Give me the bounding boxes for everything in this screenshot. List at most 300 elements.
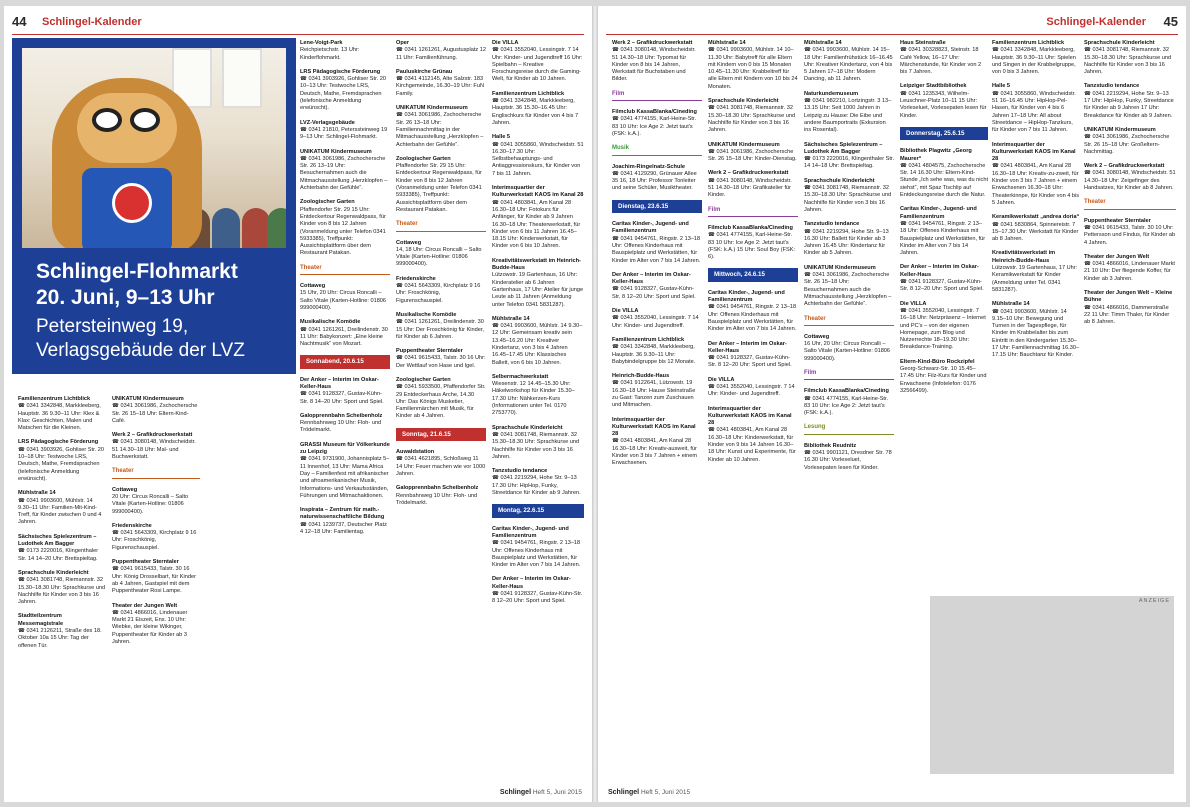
event-venue: Werk 2 – Grafikdruckwerkstatt xyxy=(112,432,193,439)
event-details: ☎ 0341 3080148, Windscheidstr. 51 14.30–18 Uhr: Zeigefinger des Handsatzes, für Kinder ab 8 Jahren. xyxy=(1084,170,1176,192)
event-venue: Mühlstraße 14 xyxy=(992,301,1030,308)
event-venue: Die VILLA xyxy=(708,376,735,383)
event-entry xyxy=(992,142,1080,208)
event-venue: Tanzstudio tendance xyxy=(804,221,860,228)
event-details: ☎ 0341 1239737, Deutscher Platz 4 12–18 Uhr: Familientag. xyxy=(300,521,387,536)
event-details: Wiesenstr. 12 14.45–15.30 Uhr: Häkelworkshop für Kinder 15.30–17.30 Uhr: Nähkerzen-Kurs (Informationen unter Tel. 0170 2753770). xyxy=(492,381,575,417)
event-entry xyxy=(300,413,390,435)
event-entry xyxy=(708,341,798,370)
category-heading: Film xyxy=(612,91,702,101)
event-venue: Sprachschule Kinderleicht xyxy=(1084,40,1155,46)
event-entry xyxy=(396,485,486,507)
event-venue: Familienzentrum Lichtblick xyxy=(492,90,565,97)
event-entry xyxy=(1084,290,1176,326)
event-entry xyxy=(492,526,584,570)
event-entry xyxy=(112,603,200,647)
event-venue: Interimsquartier der Kulturwerkstatt KAOS im Kanal 28 xyxy=(992,141,1076,163)
event-venue: Interimsquartier der Kulturwerkstatt KAOS im Kanal 28 xyxy=(612,416,696,438)
footer-issue: Heft 5, Juni 2015 xyxy=(532,789,582,796)
event-entry xyxy=(612,308,702,330)
event-venue: Kreativitätswerkstatt im Heinrich-Budde-Haus xyxy=(492,257,581,272)
event-details: ☎ 0341 3061986, Zschochersche Str. 26 13–18 Uhr: Familiennachmittag in der Mitmachausstellung „Herzklopfen – Achterbahn der Gefühle“. xyxy=(396,112,484,148)
event-entry xyxy=(492,185,584,251)
event-entry xyxy=(300,377,390,406)
event-details: ☎ 0341 30328823, Steinstr. 18 Café Yellow, 16–17 Uhr: Märchenstunde, für Kinder von 2 bis 7 Jahren. xyxy=(900,47,982,76)
category-heading: Musik xyxy=(612,145,702,155)
event-entry xyxy=(18,490,106,526)
event-details: ☎ 0341 1261261, Dreilindenstr. 30 11 Uhr: Babykonzert: „Eine kleine Nachtmusik“ von Mozart. xyxy=(300,326,388,348)
event-venue: Familienzentrum Lichtblick xyxy=(612,336,685,343)
event-entry xyxy=(804,221,894,257)
event-details: ☎ 0341 4621895, Schloßweg 11 14 Uhr: Feuer machen wie vor 1000 Jahren. xyxy=(396,456,486,477)
event-details: ☎ 0341 5643309, Kirchplatz 9 16 Uhr: Froschkönig, Figurenschauspiel. xyxy=(396,283,481,304)
event-entry xyxy=(804,142,894,171)
event-details: 15 Uhr, 20 Uhr: Circus Roncalli – Salto Vitale (Karten-Hotline: 01806 999000400). xyxy=(300,290,387,311)
event-entry xyxy=(900,264,988,293)
advert-address: Petersteinweg 19, xyxy=(36,316,189,337)
event-details: ☎ 0341 4112145, Alte Salzstr. 183 Kirchgemeinde, 16.30–19 Uhr: FuN Family. xyxy=(396,76,484,97)
advert-headline: Schlingel-Flohmarkt xyxy=(36,260,238,283)
event-venue: Zoologischer Garten xyxy=(396,155,451,162)
event-venue: Die VILLA xyxy=(612,308,639,315)
header-rule xyxy=(606,34,1178,35)
event-venue: Lene-Voigt-Park xyxy=(300,40,343,46)
event-details: ☎ 0341 9454761, Ringstr. 2 13–18 Uhr: Offenes Kinderhaus mit Bauspielplatz und Werkstätten, für Kinder im Alter von 7 bis 14 Jahren. xyxy=(612,235,701,264)
event-entry xyxy=(492,134,584,178)
event-entry xyxy=(708,225,798,261)
event-entry xyxy=(112,487,200,516)
event-entry xyxy=(1084,40,1176,76)
event-venue: Zoologischer Garten xyxy=(300,199,355,206)
advert-venue: Verlagsgebäude der LVZ xyxy=(36,340,245,361)
event-entry xyxy=(112,432,200,461)
page-number: 45 xyxy=(1163,14,1178,29)
event-entry xyxy=(300,69,390,113)
event-details: ☎ 0341 9128327, Gustav-Kühn-Str. 8 14–20 Uhr: Sport und Spiel. xyxy=(300,391,384,405)
event-entry xyxy=(396,156,486,214)
event-venue: Keramikwerkstatt „andrea doria“ xyxy=(992,214,1080,221)
event-venue: Der Anker – Interim im Oskar-Keller-Haus xyxy=(300,376,379,390)
event-entry xyxy=(396,348,486,370)
event-venue: Sächsisches Spielezentrum – Ludothek Am Bagger xyxy=(804,141,883,155)
event-details: ☎ 0341 1261261, Augustusplatz 12 11 Uhr: Familienführung. xyxy=(396,47,486,61)
event-details: ☎ 0341 9615433, Talstr. 30 16 Uhr: Der Wettlauf von Hase und Igel. xyxy=(396,355,486,369)
event-details: Rennbahnweg 10 Uhr: Floh- und Trödelmarkt. xyxy=(300,420,382,434)
event-entry xyxy=(300,507,390,536)
event-entry xyxy=(492,40,584,84)
event-entry xyxy=(708,290,798,334)
event-details: ☎ 0341 5830864, Spinnereistr. 7 15–17.30 Uhr: Werkstatt für Kinder ab 8 Jahren. xyxy=(992,221,1079,243)
event-details: ☎ 0341 3055860, Windscheidstr. 51 16–16.45 Uhr: HipHop-Pel-Hasen, für Kinder von 4 bis 6 Jahren 17–18 Uhr: All about Streetdance – HipHop-Tanzkurs, für Kinder von 7 bis 11 Jahren. xyxy=(992,90,1076,134)
event-details: ☎ 0341 2219294, Hohe Str. 9–13 17 Uhr: HipHop, Funky, Streetdance für Kinder ab 9 Jahren 17 Uhr: Breakdance für Kinder ab 9 Jahren. xyxy=(1084,90,1174,119)
page-footer xyxy=(608,789,690,796)
event-entry xyxy=(1084,127,1176,156)
footer-brand: Schlingel xyxy=(608,789,640,796)
event-venue: Cottaweg xyxy=(396,239,422,246)
event-venue: UNIKATUM Kindermuseum xyxy=(1084,126,1156,133)
event-details: ☎ 0341 9903600, Mühlstr. 14 9.30–12 Uhr: Gemeinsam kreativ sein 13.45–16.20 Uhr: Kreativer Kindertanz, von 3 bis 4 Jahren 16.45–17.45 Uhr: Klassisches Ballett, von 6 bis 10 Jahren. xyxy=(492,323,583,366)
event-venue: Sprachschule Kinderleicht xyxy=(804,177,875,184)
event-venue: Selbermachwerkstatt xyxy=(492,373,549,380)
event-details: ☎ 0341 3342848, Markkleeberg, Hauptstr. 36 9.30–11 Uhr: Babybindelgruppe bis 12 Monate. xyxy=(612,344,696,365)
event-details: ☎ 0341 9122641, Lützowstr. 19 16.30–18 Uhr: Hause Steinstraße zu Gast: Tanzen zum Zuschauen und Mitmachen. xyxy=(612,380,696,409)
event-venue: UNIKATUM Kindermuseum xyxy=(804,264,876,271)
event-details: ☎ 0341 3342848, Markkleeberg, Hauptstr. 36 15.30–16.45 Uhr: Englischkurs für Kinder von 4 bis 7 Jahren. xyxy=(492,98,579,126)
event-details: Reichpietschstr. 13 Uhr: Kinderflohmarkt. xyxy=(300,47,360,61)
event-venue: Pauluskirche Grünau xyxy=(396,68,453,75)
event-venue: Interimsquartier der Kulturwerkstatt KAOS im Kanal 28 xyxy=(708,405,792,427)
event-entry xyxy=(612,40,702,84)
event-entry xyxy=(992,83,1080,134)
event-entry xyxy=(612,337,702,366)
event-entry xyxy=(396,69,486,98)
event-venue: Stadtteilzentrum Messemagistrale xyxy=(18,613,64,627)
event-venue: Werk 2 – Grafikdruckwerkstatt xyxy=(708,170,789,177)
event-details: ☎ 0341 4774155, Karl-Heine-Str. 83 10 Uhr: Ice Age 2: Jetzt taut's (FSK: k.A.). xyxy=(612,116,697,137)
calendar-column xyxy=(18,396,106,784)
section-title: Schlingel-Kalender xyxy=(42,16,142,28)
advert-date: 20. Juni, 9–13 Uhr xyxy=(36,286,215,309)
event-details: Pfaffendorfer Str. 29 15 Uhr: Entdeckertour Regenwaldpass, für Kinder von 8 bis 12 Jahren (Voranmeldung unter Telefon 0341 5933385), Treffpunkt: Aussichtsplattform über dem Restaurant Patakan. xyxy=(396,163,482,213)
event-details: ☎ 0341 4803841, Am Kanal 28 16.30–18 Uhr: Kreativ-ausweit, für Kinder von 3 bis 7 Jahren + einem Erwachsenen. xyxy=(612,438,698,467)
event-entry xyxy=(612,164,702,193)
event-details: ☎ 0341 9454761, Ringstr. 2 13–18 Uhr: Offenes Kinderhaus mit Bauspielplatz und Werkstätten, für Kinder im Alter von 7 bis 14 Jahren. xyxy=(900,220,986,257)
event-details: ☎ 0341 3342848, Markkleeberg, Hauptstr. 36 9.30–11 Uhr: Klex & Klax: Geschichten, Malen und Matschen für die Kleinen. xyxy=(18,403,101,432)
event-entry xyxy=(18,439,106,483)
event-venue: Sprachschule Kinderleicht xyxy=(18,569,89,576)
section-title: Schlingel-Kalender xyxy=(1046,16,1146,28)
event-details: ☎ 0341 3342848, Markkleeberg, Hauptstr. 36 9.30–11 Uhr: Spielen und Singen in der Krabbelgruppe, von 0 bis 3 Jahren. xyxy=(992,47,1076,76)
event-entry xyxy=(492,316,584,367)
calendar-column xyxy=(804,40,894,784)
event-venue: Sprachschule Kinderleicht xyxy=(708,98,779,105)
date-banner: Sonnabend, 20.6.15 xyxy=(300,355,390,368)
event-venue: Familienzentrum Lichtblick xyxy=(18,396,91,402)
category-heading: Lesung xyxy=(804,424,894,434)
event-venue: Werk 2 – Grafikdruckwerkstatt xyxy=(612,40,693,46)
event-details: ☎ 0341 3061986, Zschochersche Str. 26 15–18 Uhr: Großeltern-Nachmittag. xyxy=(1084,134,1170,155)
calendar-column xyxy=(112,396,200,784)
event-entry xyxy=(612,373,702,409)
event-details: ☎ 0341 3903926, Gohliser Str. 20 10–18 Uhr: Testwoche LRS, Deutsch, Mathe, Fremdsprachen (telefonische Anmeldung erwünscht). xyxy=(18,446,104,482)
event-venue: Friedenskirche xyxy=(112,522,152,529)
event-entry xyxy=(18,570,106,606)
event-venue: Bibliothek Plagwitz „Georg Maurer“ xyxy=(900,148,972,162)
event-venue: Friedenskirche xyxy=(396,275,436,282)
footer-issue: Heft 5, Juni 2015 xyxy=(640,789,691,796)
event-venue: GRASSI Museum für Völkerkunde zu Leipzig xyxy=(300,441,390,456)
event-entry xyxy=(492,258,584,309)
flohmarkt-advert xyxy=(12,38,296,374)
event-details: Georg-Schwarz-Str. 10 15.45–17.45 Uhr: Filz-Kurs für Kinder und Erwachsene (Infotelefon: 0176 32566499). xyxy=(900,365,987,394)
event-details: ☎ 0173 2220016, Klingenthaler Str. 14 14–20 Uhr: Brettspieltag. xyxy=(18,548,99,562)
event-entry xyxy=(612,109,702,138)
event-venue: Theater der Jungen Welt xyxy=(112,602,178,609)
event-entry xyxy=(708,40,798,91)
event-venue: Mühlstraße 14 xyxy=(804,40,842,46)
event-details: ☎ 0341 9731900, Johannisplatz 5–11 Innenhof, 13 Uhr: Mama Africa Day – Familienfest mit afrikanischer und afroamerikanischer Musik, Informations- und Verkaufsständen, Führungen und Mitmachaktionen. xyxy=(300,456,390,499)
event-entry xyxy=(492,576,584,605)
event-entry xyxy=(396,449,486,478)
event-entry xyxy=(612,221,702,265)
category-heading: Film xyxy=(708,207,798,217)
event-details: ☎ 0341 3081748, Riemannstr. 32 15.30–18.30 Uhr: Sprachkurse und Nachhilfe für Kinder von 3 bis 16 Jahren. xyxy=(18,577,106,606)
event-details: ☎ 0341 982210, Lortzingstr. 3 13–13.15 Uhr: Seit 1000 Jahren in Leipzig zu Hause: Die Eibe und andere Baumportraits (Exkursion ins Rosental). xyxy=(804,98,892,134)
event-entry xyxy=(492,468,584,497)
event-entry xyxy=(492,91,584,127)
event-entry xyxy=(804,334,894,363)
advertisement-box xyxy=(930,596,1174,774)
event-entry xyxy=(708,406,798,464)
event-entry xyxy=(900,206,988,257)
event-venue: Sprachschule Kinderleicht xyxy=(492,424,563,431)
event-entry xyxy=(396,276,486,305)
event-entry xyxy=(900,301,988,352)
calendar-column xyxy=(300,40,390,784)
page-number: 44 xyxy=(12,14,27,29)
event-entry xyxy=(900,359,988,395)
advertisement-label: ANZEIGE xyxy=(1138,598,1170,604)
event-details: ☎ 0341 3081748, Riemannstr. 32 15.30–18.30 Uhr: Sprachkurse und Nachhilfe für Kinder von 3 bis 16 Jahren. xyxy=(492,431,580,460)
event-details: ☎ 0341 3061986, Zschochersche Str. 26 15–18 Uhr: Besuchernahmen auch die Mitmachausstellung „Herzklopfen – Achterbahn der Gefühle“. xyxy=(804,272,892,308)
event-entry xyxy=(300,40,390,62)
event-details: ☎ 0341 9454761, Ringstr. 2 13–18 Uhr: Offenes Kinderhaus mit Bauspielplatz und Werkstätten, für Kinder im Alter von 7 bis 14 Jahren. xyxy=(492,540,581,569)
event-entry xyxy=(804,443,894,472)
event-entry xyxy=(1084,83,1176,119)
event-details: ☎ 0341 9615433, Talstr. 30 16 Uhr: König Drosselbart, für Kinder ab 4 Jahren, Gastspiel mit dem Puppentheater Rosi Lampe. xyxy=(112,566,196,595)
event-venue: Werk 2 – Grafikdruckwerkstatt xyxy=(1084,163,1165,170)
event-entry xyxy=(612,272,702,301)
event-entry xyxy=(300,442,390,500)
event-venue: Theater der Jungen Welt xyxy=(1084,253,1150,260)
event-venue: LRS Pädagogische Förderung xyxy=(18,439,99,446)
event-entry xyxy=(1084,163,1176,192)
event-entry xyxy=(492,425,584,461)
event-entry xyxy=(804,265,894,309)
event-venue: Cottaweg xyxy=(300,283,326,290)
event-venue: LVZ-Verlagsgebäude xyxy=(300,119,355,126)
event-details: ☎ 0341 3552040, Lessingstr. 7 14 Uhr: Kinder- und Jugendtreff. xyxy=(708,383,795,398)
date-banner: Montag, 22.6.15 xyxy=(492,504,584,517)
calendar-column xyxy=(708,40,798,784)
event-venue: Filmclub KassaBlanka/Cineding xyxy=(708,224,793,231)
event-details: ☎ 0341 3552040, Lessingstr. 7 16–18 Uhr: Netzpräsenz – Internet und PC's – von der eigenen Homepage, zum Blog und Nutzerrechte 18–19.30 Uhr: Breakdance-Training. xyxy=(900,307,986,351)
left-page xyxy=(4,6,592,802)
event-details: ☎ 0341 9903600, Mühlstr. 14 9.15–10 Uhr: Bewegung und Turnen in der Tagespflege, für Kinder im Krabbelalter bis zum Eintritt in den Kindergarten 15.30–17 Uhr: Familiennachmittag 16.30–17.15 Uhr: Bauchtanz für Kinder. xyxy=(992,308,1080,359)
event-details: ☎ 0341 4774155, Karl-Heine-Str. 83 10 Uhr: Ice Age 2: Jetzt taut's (FSK: k.A.). xyxy=(804,395,889,417)
event-venue: Halle 5 xyxy=(992,83,1011,90)
event-venue: LRS Pädagogische Förderung xyxy=(300,68,381,75)
event-venue: Kreativitätswerkstatt im Heinrich-Budde-Haus xyxy=(992,250,1056,264)
event-venue: Oper xyxy=(396,40,410,46)
event-details: Pfaffendorfer Str. 29 15 Uhr: Entdeckertour Regenwaldpass, für Kinder von 8 bis 12 Jahren (Voranmeldung unter Telefon 0341 5933385), Treffpunkt: Aussichtsplattform über dem Restaurant Patakan. xyxy=(300,206,386,257)
event-entry xyxy=(804,388,894,417)
event-details: ☎ 0341 3080148, Windscheidstr. 51 14.30–18 Uhr: Grafikatelier für Kinder. xyxy=(708,177,792,199)
event-details: ☎ 0341 5643309, Kirchplatz 9 16 Uhr: Froschkönig, Figurenschauspiel. xyxy=(112,530,197,551)
event-details: 14, 18 Uhr: Circus Roncalli – Salto Vitale (Karten-Hotline: 01806 999000400). xyxy=(396,246,482,268)
event-details: ☎ 0341 21810, Peterssteinweg 19 9–13 Uhr: Schlingel-Flohmarkt. xyxy=(300,126,388,141)
calendar-column xyxy=(396,40,486,784)
event-venue: Tanzstudio tendance xyxy=(1084,83,1140,90)
event-details: ☎ 0341 3081748, Riemannstr. 32 15.30–18.30 Uhr: Sprachkurse und Nachhilfe für Kinder von 3 bis 16 Jahren. xyxy=(804,185,892,213)
event-details: ☎ 0341 9128327, Gustav-Kühn-Str. 8 12–20 Uhr: Sport und Spiel. xyxy=(612,286,696,300)
event-details: ☎ 0341 9903600, Mühlstr. 14 9.30–11 Uhr: Familien-Mit-Kind-Treff, für Kinder zwischen 0 und 4 Jahren. xyxy=(18,497,102,526)
event-details: ☎ 0341 4866016, Lindenauer Markt 21 Eiszeit, Ens. 10 Uhr: Wiebke, der kleine Wikinger, Puppentheater für Kinder ab 3 Jahren. xyxy=(112,609,188,646)
event-venue: Familienzentrum Lichtblick xyxy=(992,40,1065,46)
event-details: ☎ 0341 3081748, Riemannstr. 32 15.30–18.30 Uhr: Sprachkurse und Nachhilfe für Kinder von 3 bis 16 Jahren. xyxy=(708,105,796,134)
event-details: ☎ 0341 4803841, Am Kanal 28 16.30–18 Uhr: Kinderwerkstatt, für Kinder von 9 bis 14 Jahren 16.30–18 Uhr: Kunst und Experimente, für Kinder ab 10 Jahren. xyxy=(708,427,796,463)
event-venue: Cottaweg xyxy=(804,333,830,340)
event-venue: Puppentheater Sterntaler xyxy=(396,348,463,355)
category-heading: Film xyxy=(804,370,894,380)
event-details: ☎ 0341 9615433, Talstr. 30 10 Uhr: Pettersson und Findus, für Kinder ab 4 Jahren. xyxy=(1084,224,1176,246)
event-details: ☎ 0341 5933500, Pfaffendorfer Str. 29 Entdeckerhaus Arche, 14.30 Uhr: Das Königs Musketier, Familienmärchen mit Musik, für Kinder ab 4 Jahren. xyxy=(396,384,486,420)
event-details: ☎ 0341 4803841, Am Kanal 28 16.30–18 Uhr: Fotokurs für Anfänger, für Kinder ab 9 Jahren 16.30–18 Uhr: Theaterwerkstatt, für Kinder von 6 bis 11 Jahren 16.45–18.15 Uhr: Kinderwerkstatt, für Kinder von 6 bis 10 Jahren. xyxy=(492,199,581,250)
event-venue: Musikalische Komödie xyxy=(396,311,457,318)
event-details: ☎ 0341 9901121, Dresdner Str. 78 16.30 Uhr: Vorleseluet, Vorlesepaten lesen für Kinder. xyxy=(804,450,892,471)
calendar-column xyxy=(992,40,1080,590)
date-banner: Donnerstag, 25.6.15 xyxy=(900,127,988,140)
event-entry xyxy=(900,40,988,76)
event-venue: Puppentheater Sterntaler xyxy=(112,559,179,566)
event-venue: Caritas Kinder-, Jugend- und Familienzentrum xyxy=(708,289,785,304)
event-entry xyxy=(396,240,486,269)
event-venue: Sächsisches Spielezentrum – Ludothek Am Bagger xyxy=(18,533,97,548)
category-heading: Theater xyxy=(396,221,486,231)
event-entry xyxy=(300,319,390,348)
event-details: ☎ 0341 9903600, Mühlstr. 14 15–18 Uhr: Familienfrühstück 16–16.45 Uhr: Kreativer Kindertanz, von 4 bis 5 Jahren 17–18 Uhr: Modern Dancing, ab 11 Jahren. xyxy=(804,47,893,83)
event-entry xyxy=(612,417,702,468)
date-banner: Sonntag, 21.6.15 xyxy=(396,428,486,441)
event-details: ☎ 0341 9128327, Gustav-Kühn-Str. 8 12–20 Uhr: Sport und Spiel. xyxy=(900,279,984,293)
event-venue: Bibliothek Reudnitz xyxy=(804,442,857,449)
event-entry xyxy=(804,91,894,135)
event-details: ☎ 0341 3080148, Windscheidstr. 51 14.30–18 Uhr: Mal- und Buchwerkstatt. xyxy=(112,439,196,461)
event-venue: Mühlstraße 14 xyxy=(18,490,56,497)
event-venue: Leipziger Stadtbibliothek xyxy=(900,83,967,90)
event-entry xyxy=(112,559,200,595)
event-details: ☎ 0341 4804575, Zschochersche Str. 14 16.30 Uhr: Eltern-Kind-Stunde „Ich sehe was, was du nicht siehst“, mit Spaz Tischlip auf Entdeckungsreise durch die Natur. xyxy=(900,162,988,199)
category-heading: Theater xyxy=(112,468,200,478)
mascot-photo xyxy=(22,48,286,248)
event-entry xyxy=(396,40,486,62)
event-entry xyxy=(708,170,798,199)
date-banner: Dienstag, 23.6.15 xyxy=(612,200,702,213)
event-venue: Interimsquartier der Kulturwerkstatt KAOS im Kanal 28 xyxy=(492,185,584,199)
event-details: ☎ 0341 4129290, Grünauer Allee 35 16, 18 Uhr: Professor Tonleiter und seine Schüler, Musiktheater. xyxy=(612,170,697,192)
event-details: ☎ 0341 2126211, Straße des 18. Oktober 10a 15 Uhr: Tag der offenen Tür. xyxy=(18,628,102,649)
event-venue: Mühlstraße 14 xyxy=(708,40,746,46)
event-entry xyxy=(300,149,390,193)
category-heading: Theater xyxy=(300,265,390,275)
event-venue: Inspirata – Zentrum für math.-naturwissenschaftliche Bildung xyxy=(300,507,385,521)
event-details: ☎ 0341 4774155, Karl-Heine-Str. 83 10 Uhr: Ice Age 2: Jetzt taut's (FSK: k.A.) 15 Uhr: Soul Boy (FSK: 6). xyxy=(708,232,796,261)
event-entry xyxy=(992,301,1080,359)
event-entry xyxy=(804,178,894,214)
event-details: ☎ 0341 3061986, Zschochersche Str. 26 15–18 Uhr: Kinder-Dienstag. xyxy=(708,148,797,163)
event-entry xyxy=(992,250,1080,294)
event-details: ☎ 0341 3552040, Lessingstr. 7 14 Uhr: Kinder- und Jugendtreff 16 Uhr: Spielbahn – Kreative Forschungsreise durch die Gaming-Welt, für Kinder ab 10 Jahren. xyxy=(492,47,583,83)
event-venue: Tanzstudio tendance xyxy=(492,468,548,475)
event-venue: Auwaldstation xyxy=(396,449,435,456)
calendar-column xyxy=(492,40,584,784)
event-entry xyxy=(396,312,486,341)
event-venue: Eltern-Kind-Büro Rockzipfel xyxy=(900,358,975,365)
event-venue: UNIKATUM Kindermuseum xyxy=(708,141,780,148)
event-venue: Mühlstraße 14 xyxy=(492,315,530,322)
event-details: ☎ 0341 9903600, Mühlstr. 14 10–11.30 Uhr: Babytreff für alle Eltern mit Kindern von 0 bis 15 Monaten 10.45–11.30 Uhr: Krabbeltreff für alle Eltern mit Kindern von 10 bis 24 Monaten. xyxy=(708,47,798,90)
calendar-column xyxy=(612,40,702,784)
event-venue: Caritas Kinder-, Jugend- und Familienzentrum xyxy=(612,221,689,235)
event-details: 20 Uhr: Circus Roncalli – Salto Vitale (Karten-Hotline: 01806 999000400). xyxy=(112,493,189,515)
header-rule xyxy=(12,34,584,35)
event-venue: Cottaweg xyxy=(112,486,138,493)
event-venue: Caritas Kinder-, Jugend- und Familienzentrum xyxy=(900,206,977,220)
event-details: Lützowstr. 19 Gartenhaus, 16 Uhr: Kinderatelier ab 6 Jahren Gartenhaus, 17 Uhr: Atelier für junge Leute ab 11 Jahren (Anmeldung unter Telefon 0341 5831287). xyxy=(492,272,584,308)
event-entry xyxy=(992,40,1080,76)
event-details: 16 Uhr, 20 Uhr: Circus Roncalli – Salto Vitale (Karten-Hotline: 01806 999000400). xyxy=(804,341,891,362)
page-footer xyxy=(500,789,582,796)
event-entry xyxy=(708,98,798,134)
event-details: ☎ 0341 3061986, Zschochersche Str. 26 13–19 Uhr: Besuchernahmen auch die Mitmachausstellung „Herzklopfen – Achterbahn der Gefühle“. xyxy=(300,155,388,192)
event-venue: Der Anker – Interim im Oskar-Keller-Haus xyxy=(900,264,979,278)
event-details: ☎ 0341 4866016, Dammerstraße 22 11 Uhr: Timm Thaler, für Kinder ab 8 Jahren. xyxy=(1084,304,1170,326)
event-venue: Filmclub KassaBlanka/Cineding xyxy=(804,388,889,395)
category-heading: Theater xyxy=(804,316,894,326)
event-venue: UNIKATUM Kindermuseum xyxy=(300,148,372,155)
event-venue: Heinrich-Budde-Haus xyxy=(612,373,670,380)
event-entry xyxy=(300,283,390,312)
event-entry xyxy=(396,105,486,149)
event-venue: Naturkundemuseum xyxy=(804,90,859,97)
event-details: ☎ 0341 4866016, Lindenauer Markt 21 10 Uhr: Der fliegende Koffer, für Kinder ab 3 Jahren. xyxy=(1084,261,1175,282)
calendar-column xyxy=(900,40,988,590)
event-venue: UNIKATUM Kindermuseum xyxy=(396,105,468,112)
category-heading: Theater xyxy=(1084,199,1176,209)
event-details: ☎ 0341 3903926, Gohliser Str. 20 10–13 Uhr: Testwoche LRS, Deutsch, Mathe, Fremdsprachen (telefonische Anmeldung erwünscht). xyxy=(300,76,386,112)
event-entry xyxy=(992,214,1080,243)
event-details: ☎ 0341 3080148, Windscheidstr. 51 14.30–18 Uhr: Typomat für Kinder von 8 bis 14 Jahren, Werkstatt für Buchstaben und Bilder. xyxy=(612,47,696,83)
event-venue: Zoologischer Garten xyxy=(396,376,451,383)
event-venue: Galopprennbahn Scheibenholz xyxy=(396,485,479,492)
event-details: ☎ 0341 9128327, Gustav-Kühn-Str. 8 12–20 Uhr: Sport und Spiel. xyxy=(708,355,792,369)
event-details: ☎ 0173 2220016, Klingenthaler Str. 14 14–18 Uhr: Brettspieltag. xyxy=(804,156,894,170)
event-venue: Halle 5 xyxy=(492,134,511,141)
event-details: ☎ 0341 1235343, Wilhelm-Leuschner-Platz 10–11 15 Uhr: Vorleseluet, Vorlesepaten lesen für Kinder. xyxy=(900,90,987,119)
event-venue: Musikalische Komödie xyxy=(300,319,361,326)
event-venue: Die VILLA xyxy=(900,300,927,307)
event-entry xyxy=(492,374,584,418)
right-page xyxy=(598,6,1186,802)
event-entry xyxy=(900,148,988,199)
event-entry xyxy=(396,377,486,421)
event-entry xyxy=(300,120,390,142)
event-venue: Der Anker – Interim im Oskar-Keller-Haus xyxy=(708,340,787,354)
calendar-column xyxy=(1084,40,1176,590)
event-venue: Galopprennbahn Scheibenholz xyxy=(300,412,383,419)
date-banner: Mittwoch, 24.6.15 xyxy=(708,268,798,281)
event-details: ☎ 0341 2219294, Hohe Str. 9–13 16.30 Uhr: Ballett für Kinder ab 3 Jahren 16.45 Uhr: Kindertanz für Kinder ab 5 Jahren. xyxy=(804,228,889,257)
event-venue: Haus Steinstraße xyxy=(900,40,946,46)
event-details: ☎ 0341 9454761, Ringstr. 2 13–18 Uhr: Offenes Kinderhaus mit Bauspielplatz und Werkstätten, für Kinder im Alter von 7 bis 14 Jahren. xyxy=(708,304,797,333)
event-entry xyxy=(112,523,200,552)
event-entry xyxy=(300,199,390,257)
event-entry xyxy=(18,396,106,432)
event-entry xyxy=(708,377,798,399)
event-details: ☎ 0341 4803841, Am Kanal 28 16.30–18 Uhr: Kreativ-zu-zweit, für Kinder von 3 bis 7 Jahren + einem Erwachsenen 16.30–18 Uhr: Theaterkinnpe, für Kinder von 4 bis 5 Jahren. xyxy=(992,163,1080,206)
event-entry xyxy=(1084,218,1176,247)
event-entry xyxy=(804,40,894,84)
